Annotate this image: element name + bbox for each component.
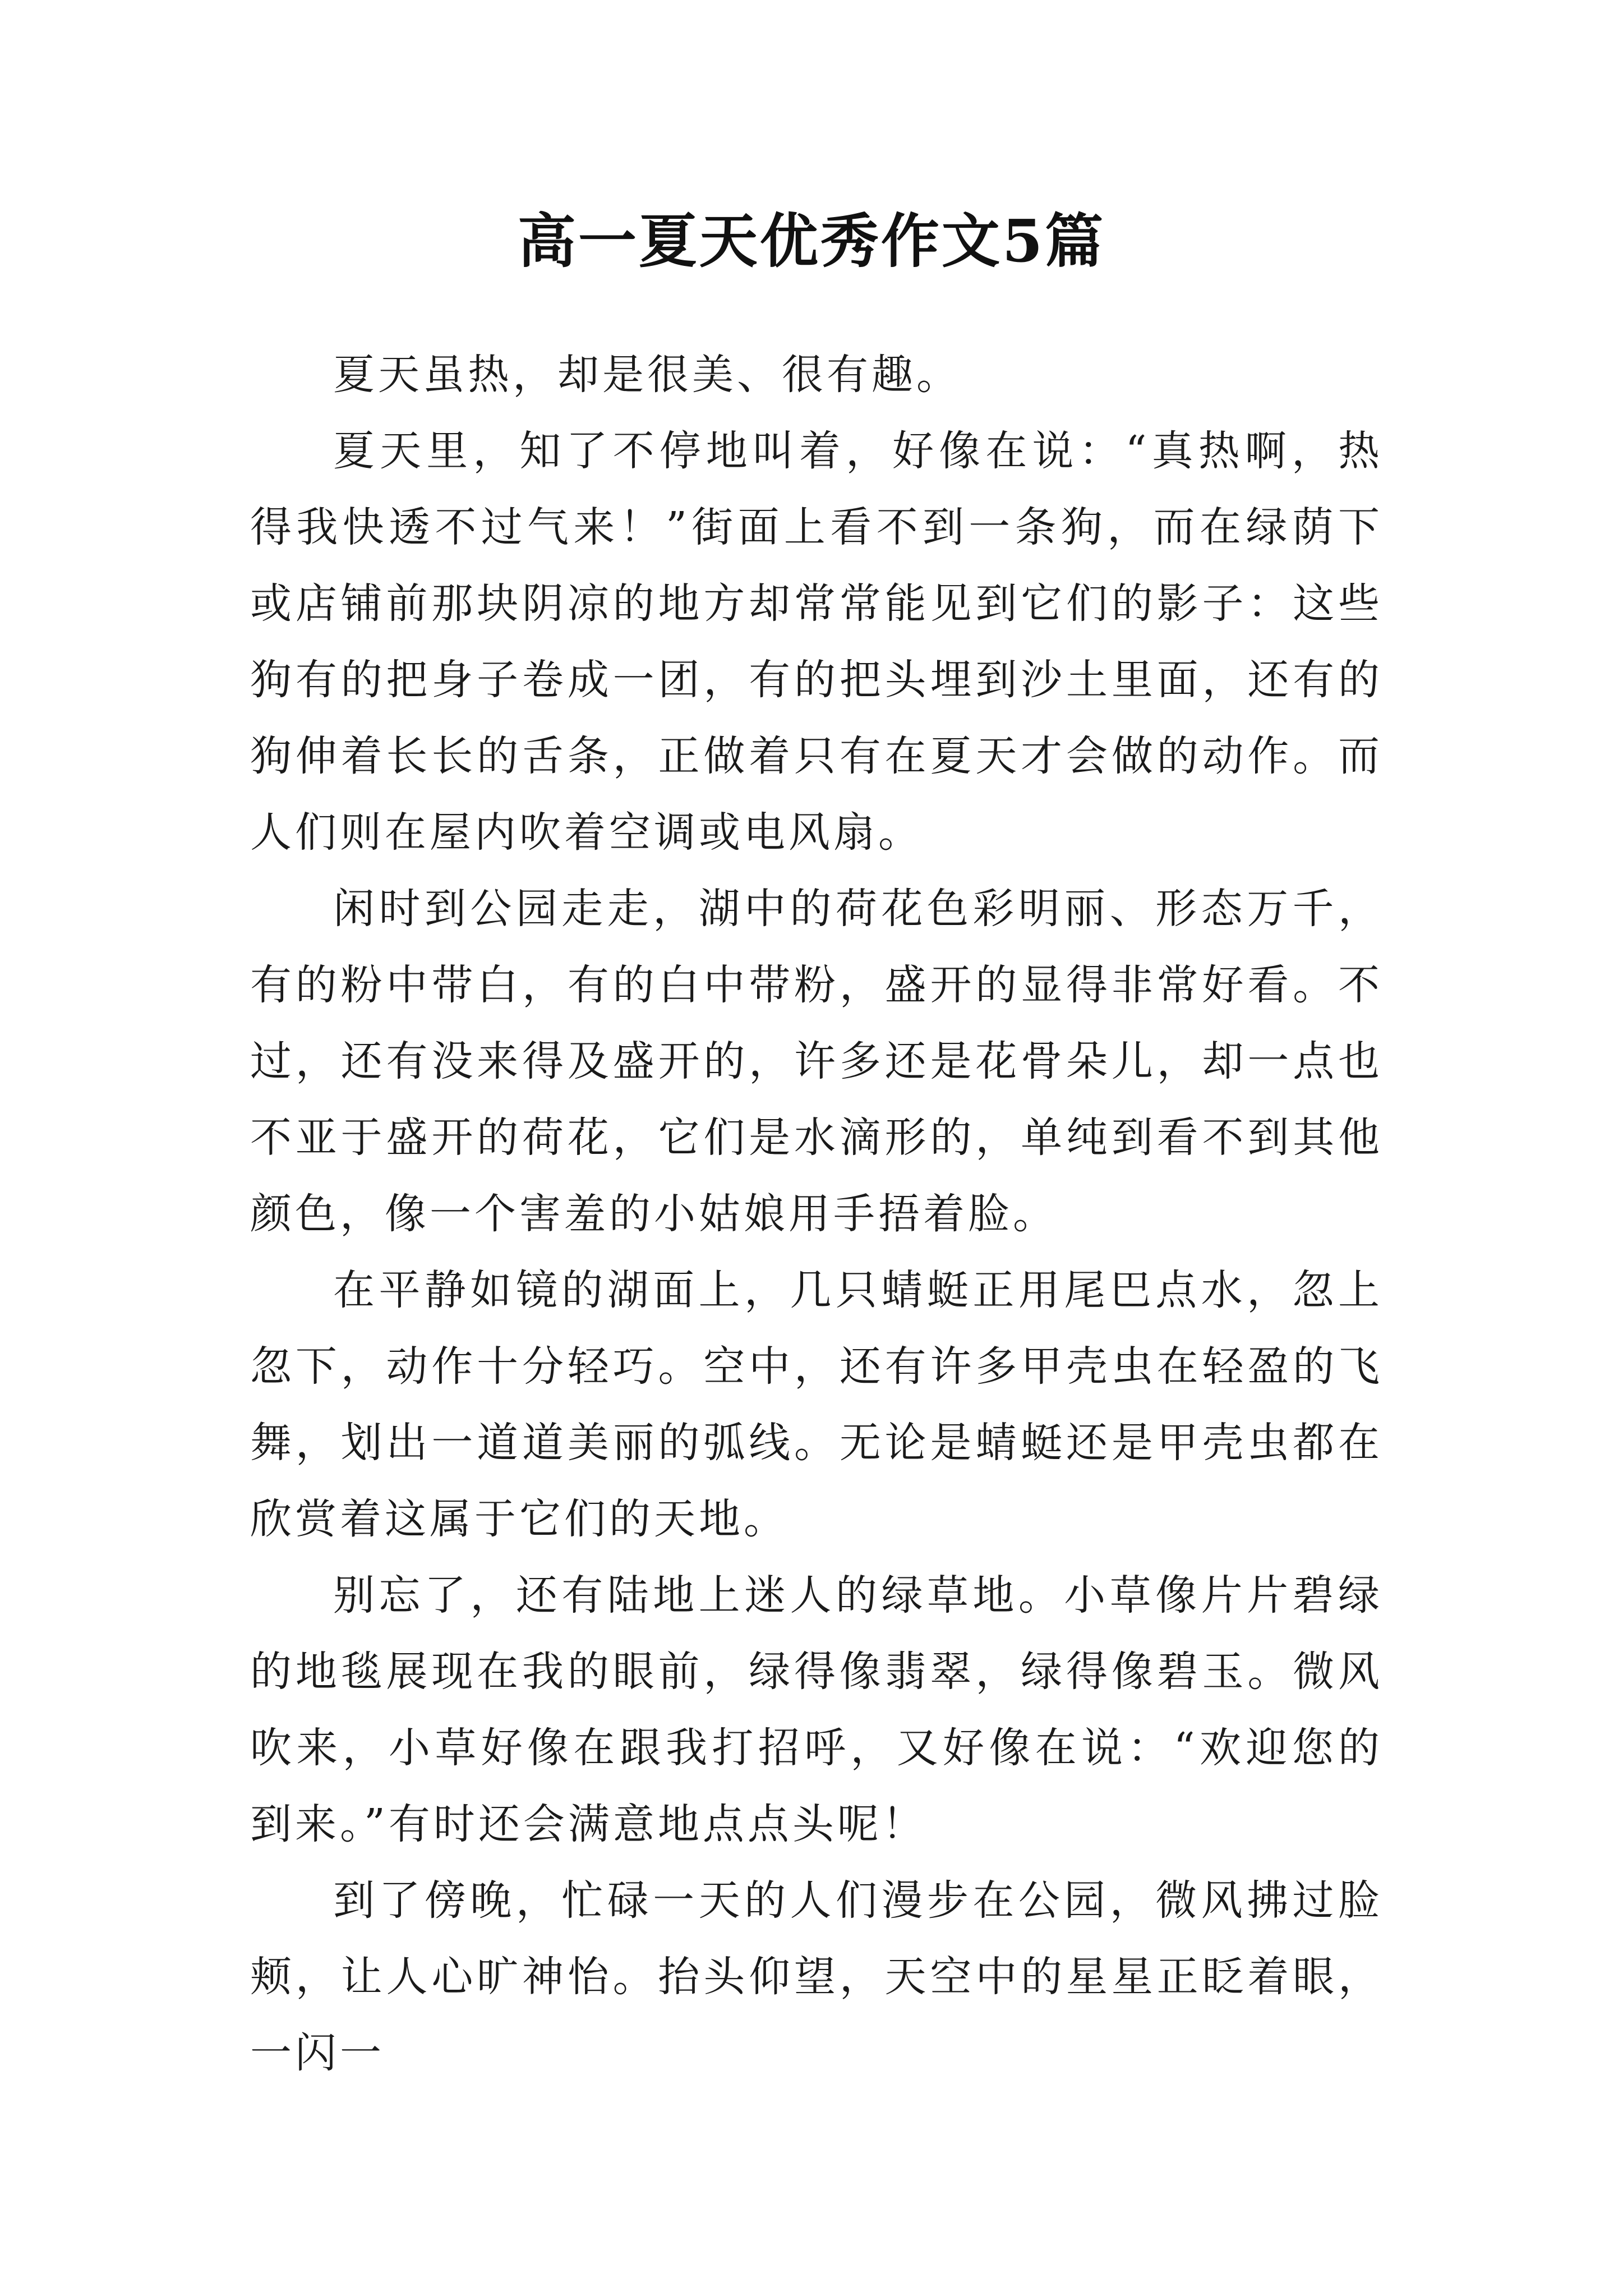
paragraph-1: 夏天虽热，却是很美、很有趣。 [333,351,961,399]
paragraph-6: 到了傍晚，忙碌一天的人们漫步在公园，微风拂过脸颊，让人心旷神怡。抬头仰望，天空中的星星正眨着眼，一闪一 [250,1876,1383,2077]
paragraph-3: 闲时到公园走走，湖中的荷花色彩明丽、形态万千，有的粉中带白，有的白中带粉，盛开的显得非常好看。不过，还有没来得及盛开的，许多还是花骨朵儿，却一点也不亚于盛开的荷花，它们是水滴形的，单纯到看不到其他颜色，像一个害羞的小姑娘用手捂着脸。 [250,885,1383,1238]
paragraph-5: 别忘了，还有陆地上迷人的绿草地。小草像片片碧绿的地毯展现在我的眼前，绿得像翡翠，绿得像碧玉。微风吹来，小草好像在跟我打招呼，又好像在说：“欢迎您的到来。”有时还会满意地点点头呢！ [250,1571,1383,1848]
document-body [250,337,1383,2091]
document-title: 高一夏天优秀作文5篇 [517,206,1106,275]
paragraph-4: 在平静如镜的湖面上，几只蜻蜓正用尾巴点水，忽上忽下，动作十分轻巧。空中，还有许多甲壳虫在轻盈的飞舞，划出一道道美丽的弧线。无论是蜻蜓还是甲壳虫都在欣赏着这属于它们的天地。 [250,1266,1383,1543]
paragraph-2: 夏天里，知了不停地叫着，好像在说：“真热啊，热得我快透不过气来！”街面上看不到一条狗，而在绿荫下或店铺前那块阴凉的地方却常常能见到它们的影子：这些狗有的把身子卷成一团，有的把头埋到沙土里面，还有的狗伸着长长的舌条，正做着只有在夏天才会做的动作。而人们则在屋内吹着空调或电风扇。 [250,427,1383,857]
